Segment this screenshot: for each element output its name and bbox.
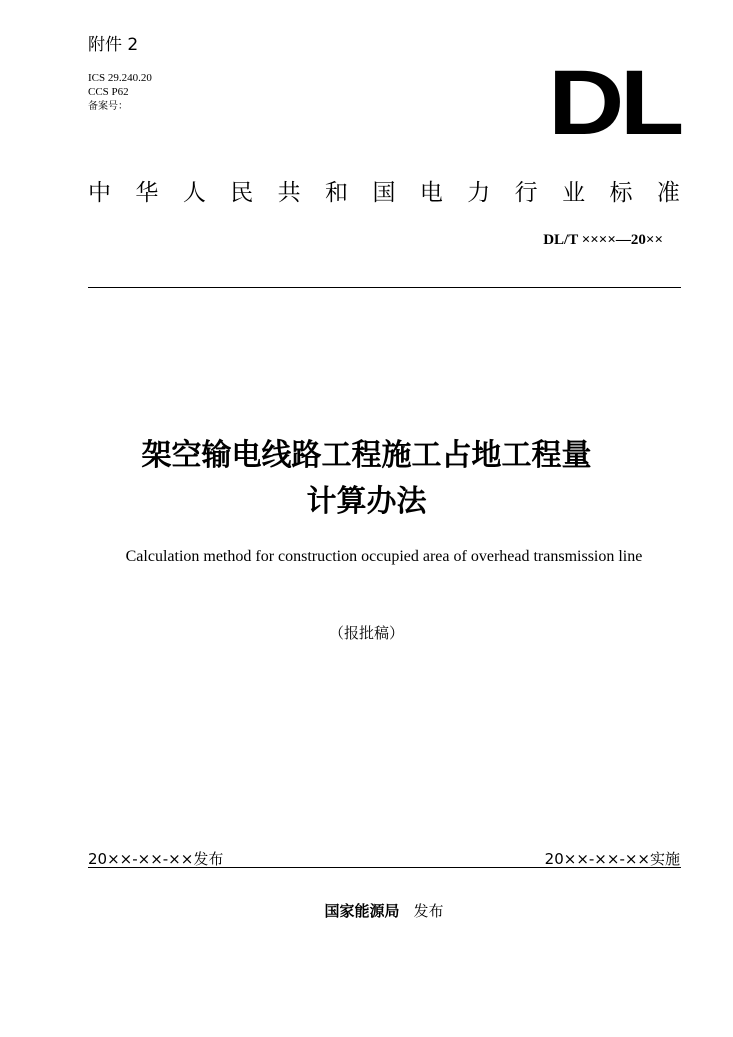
industry-char: 国 [372, 180, 396, 206]
draft-note: （报批稿） [328, 624, 404, 642]
document-title-line2: 计算办法 [306, 484, 427, 519]
industry-char: 业 [562, 180, 586, 206]
bottom-divider [88, 867, 681, 868]
industry-char: 共 [277, 180, 301, 206]
ics-code: ICS 29.240.20 [88, 72, 152, 84]
ccs-code: CCS P62 [88, 86, 129, 98]
industry-char: 电 [419, 180, 443, 206]
industry-char: 力 [467, 180, 491, 206]
industry-char: 行 [514, 180, 538, 206]
publisher [0, 900, 733, 921]
top-divider [88, 287, 681, 288]
dl-logo: DL [548, 52, 680, 154]
industry-standard-heading [88, 174, 680, 207]
industry-char: 和 [325, 180, 349, 206]
publisher-action: 发布 [413, 902, 444, 920]
document-title-line1: 架空输电线路工程施工占地工程量 [141, 438, 592, 473]
industry-char: 华 [135, 180, 159, 206]
record-number: 备案号： [88, 101, 128, 112]
english-title: Calculation method for construction occupied area of overhead transmission line [125, 548, 643, 565]
implementation-date: 20××-××-××实施 [544, 850, 680, 868]
industry-char: 民 [230, 180, 254, 206]
issue-date: 20××-××-××发布 [88, 850, 224, 868]
industry-char: 中 [88, 180, 111, 206]
attachment-label: 附件 2 [88, 35, 139, 55]
industry-char: 准 [656, 180, 680, 206]
industry-char: 标 [609, 180, 633, 206]
publisher-org: 国家能源局 [324, 902, 400, 920]
standard-number: DL/T ××××—20×× [543, 232, 663, 248]
industry-char: 人 [182, 180, 206, 206]
